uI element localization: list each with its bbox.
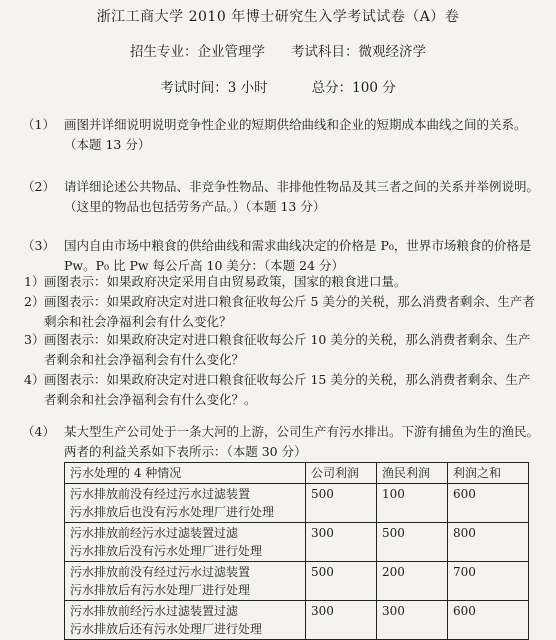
sub-question-number: 1） [24, 274, 45, 289]
exam-meta-major-subject [0, 40, 556, 60]
company-profit-cell: 500 [306, 484, 377, 523]
total-profit-cell: 600 [448, 601, 529, 640]
total-profit-cell: 700 [448, 562, 529, 601]
question-number: （4） [22, 424, 55, 439]
sub-question-1 [24, 272, 539, 292]
table-row [65, 484, 529, 523]
sub-question-number: 2） [24, 294, 45, 309]
sub-question-number: 3） [24, 332, 45, 347]
question-4 [22, 422, 542, 462]
table-header: 利润之和 [448, 463, 529, 484]
case-cell [65, 601, 306, 640]
case-cell [65, 562, 306, 601]
company-profit-cell: 300 [306, 523, 377, 562]
sub-question-number: 4） [24, 372, 45, 387]
sub-question-text: 画图表示：如果政府决定对进口粮食征收每公斤 15 美分的关税，那么消费者剩余、生产者剩余和社会净福利会有什么变化？。 [44, 372, 531, 407]
time-label: 考试时间：3 小时 [160, 80, 268, 96]
case-cell [65, 523, 306, 562]
question-3 [22, 236, 542, 276]
sub-question-3 [24, 330, 539, 370]
table-header: 渔民利润 [377, 463, 448, 484]
table-header: 污水处理的 4 种情况 [65, 463, 306, 484]
sub-question-text: 画图表示：如果政府决定对进口粮食征收每公斤 5 美分的关税，那么消费者剩余、生产者剩余和社会净福利会有什么变化？ [44, 294, 535, 329]
case-line: 污水排放后也没有污水处理厂进行处理 [70, 505, 275, 519]
question-number: （3） [22, 238, 55, 253]
major-label: 招生专业：企业管理学 [130, 44, 265, 60]
company-profit-cell: 500 [306, 562, 377, 601]
fisher-profit-cell: 100 [377, 484, 448, 523]
question-text: 请详细论述公共物品、非竞争性物品、非排他性物品及其三者之间的关系并举例说明。（这里的物品也包括劳务产品。）（本题 13 分） [64, 179, 540, 214]
case-line: 污水排放后还有污水处理厂进行处理 [70, 622, 263, 636]
case-cell [65, 484, 306, 523]
case-line: 污水排放前没有经过污水过滤装置 [70, 487, 251, 501]
table-row [65, 601, 529, 640]
company-profit-cell: 300 [306, 601, 377, 640]
sub-question-2 [24, 292, 539, 332]
case-line: 污水排放前没有经过污水过滤装置 [70, 565, 251, 579]
exam-meta-time-score [0, 76, 556, 96]
sub-question-4 [24, 370, 539, 410]
fisher-profit-cell: 500 [377, 523, 448, 562]
question-text: 画图并详细说明说明竞争性企业的短期供给曲线和企业的短期成本曲线之间的关系。（本题 13 分） [64, 117, 527, 152]
total-profit-cell: 600 [448, 484, 529, 523]
question-text: 国内自由市场中粮食的供给曲线和需求曲线决定的价格是 P₀，世界市场粮食的价格是 Pw。P₀ 比 Pw 每公斤高 10 美分：（本题 24 分） [64, 238, 532, 273]
table-header: 公司利润 [306, 463, 377, 484]
table-row [65, 523, 529, 562]
fisher-profit-cell: 300 [377, 601, 448, 640]
total-profit-cell: 800 [448, 523, 529, 562]
question-2 [22, 177, 542, 217]
score-label: 总分：100 分 [311, 80, 396, 96]
fisher-profit-cell: 200 [377, 562, 448, 601]
question-number: （2） [22, 179, 55, 194]
case-line: 污水排放后有污水处理厂进行处理 [70, 583, 251, 597]
table-row [65, 562, 529, 601]
question-1 [22, 115, 542, 155]
subject-label: 考试科目：微观经济学 [291, 44, 426, 60]
table-header-row [65, 463, 529, 484]
case-line: 污水排放后没有污水处理厂进行处理 [70, 544, 263, 558]
case-line: 污水排放前经污水过滤装置过滤 [70, 604, 239, 618]
sub-question-text: 画图表示：如果政府决定采用自由贸易政策，国家的粮食进口量。 [44, 274, 407, 289]
page-title: 浙江工商大学 2010 年博士研究生入学考试试卷（A）卷 [96, 9, 460, 25]
question-text: 某大型生产公司处于一条大河的上游，公司生产有污水排出。下游有捕鱼为生的渔民。两者的利益关系如下表所示：（本题 30 分） [64, 424, 540, 459]
profit-table [64, 462, 529, 640]
question-number: （1） [22, 117, 55, 132]
case-line: 污水排放前经污水过滤装置过滤 [70, 526, 239, 540]
sub-question-text: 画图表示：如果政府决定对进口粮食征收每公斤 10 美分的关税，那么消费者剩余、生产者剩余和社会净福利会有什么变化？ [44, 332, 531, 367]
